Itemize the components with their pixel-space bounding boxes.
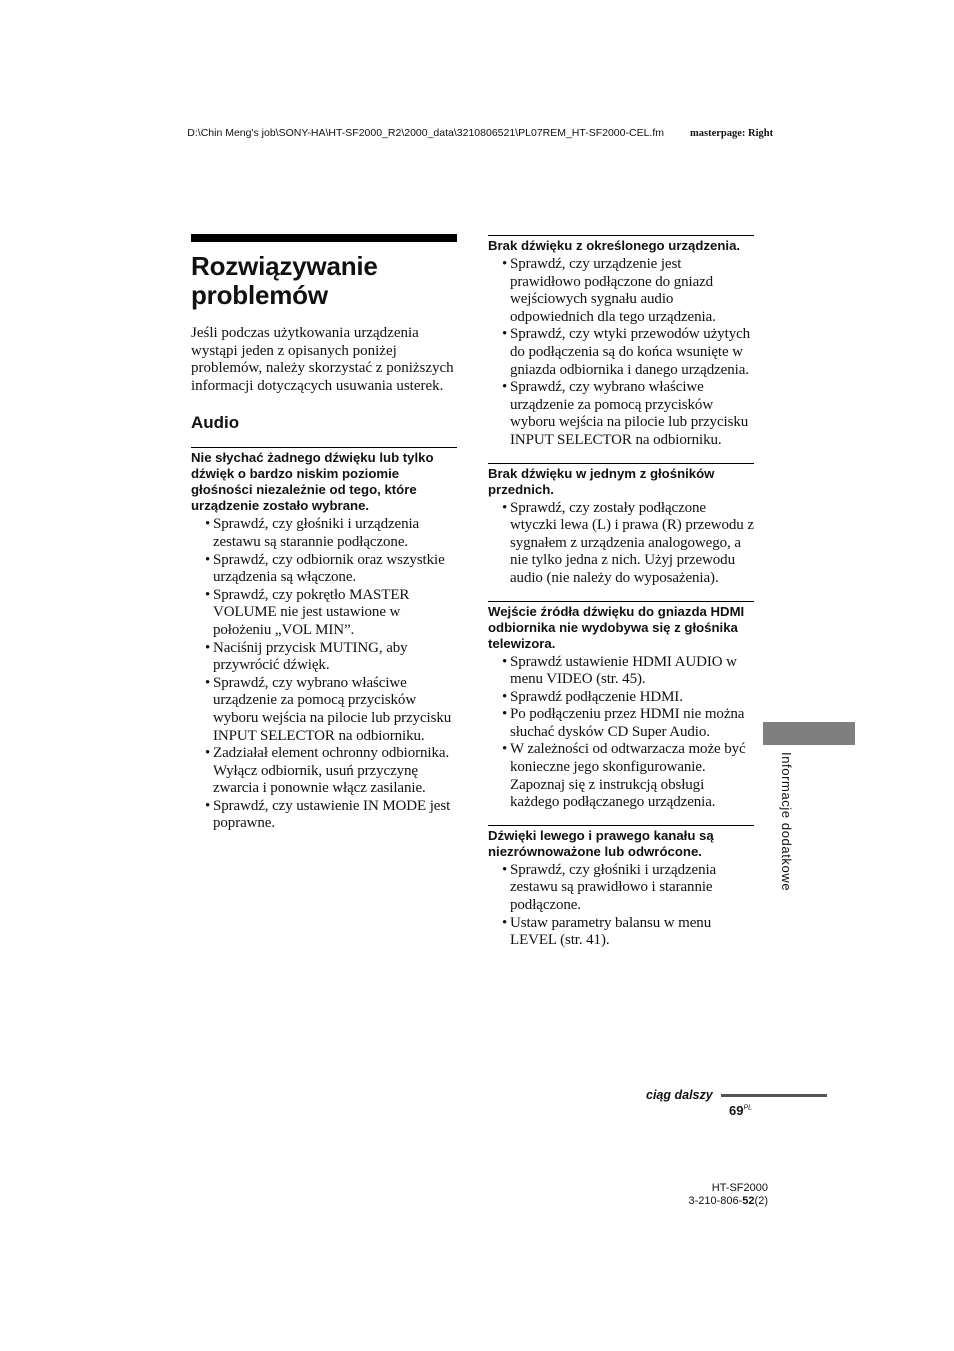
- list-item-text: Sprawdź, czy wtyki przewodów użytych do podłączenia są do końca wsunięte w gniazda odbiornika i danego urządzenia.: [510, 326, 751, 378]
- model-code-prefix: 3-210-806-: [688, 1195, 743, 1207]
- list-item: [200, 516, 457, 551]
- list-item: [497, 500, 754, 588]
- list-item-text: Sprawdź, czy odbiornik oraz wszystkie urządzenia są włączone.: [213, 551, 445, 586]
- list-item-text: Ustaw parametry balansu w menu LEVEL (str. 41).: [510, 914, 712, 949]
- list-item: [200, 640, 457, 675]
- problem-block: [488, 601, 754, 812]
- list-item: [200, 745, 457, 798]
- list-item: [200, 675, 457, 745]
- list-item: [497, 915, 754, 950]
- list-item-text: Sprawdź podłączenie HDMI.: [510, 688, 683, 705]
- continued-label: ciąg dalszy: [646, 1088, 713, 1102]
- page-number: [729, 1103, 752, 1118]
- list-item: [200, 587, 457, 640]
- bullet-icon: •: [502, 706, 508, 723]
- list-item-text: Sprawdź, czy ustawienie IN MODE jest poprawne.: [213, 797, 451, 832]
- list-item-text: Sprawdź, czy urządzenie jest prawidłowo podłączone do gniazd wejściowych sygnału audio odpowiednich dla tego urządzenia.: [510, 256, 716, 325]
- intro-paragraph: Jeśli podczas użytkowania urządzenia wystąpi jeden z opisanych poniżej problemów, należy skorzystać z poniższych informacji dotyczących usuwania usterek.: [191, 325, 454, 394]
- bullet-list: [488, 500, 754, 588]
- model-code-bold: 52: [742, 1195, 755, 1207]
- right-column: [488, 235, 754, 963]
- list-item: [497, 741, 754, 811]
- list-item: [497, 654, 754, 689]
- left-column: [191, 234, 457, 846]
- bullet-list: [488, 862, 754, 950]
- bullet-icon: •: [502, 653, 508, 670]
- file-path-header: D:\Chin Meng's job\SONY-HA\HT-SF2000_R2\2000_data\3210806521\PL07REM_HT-SF2000-CEL.fm: [187, 127, 664, 139]
- model-code-suffix: (2): [754, 1195, 768, 1207]
- bullet-icon: •: [205, 797, 211, 814]
- bullet-list: [488, 654, 754, 812]
- bullet-icon: •: [502, 379, 508, 396]
- list-item: [200, 798, 457, 833]
- bullet-list: [191, 516, 457, 833]
- list-item-text: Sprawdź, czy głośniki i urządzenia zestawu są starannie podłączone.: [213, 516, 420, 550]
- bullet-icon: •: [205, 674, 211, 691]
- bullet-icon: •: [502, 861, 508, 878]
- list-item-text: Sprawdź, czy pokrętło MASTER VOLUME nie jest ustawione w położeniu „VOL MIN”.: [213, 586, 410, 638]
- bullet-icon: •: [205, 639, 211, 656]
- bullet-icon: •: [502, 326, 508, 343]
- page-title: Rozwiązywanie problemów: [191, 251, 378, 310]
- model-info: [600, 1182, 768, 1208]
- list-item: [497, 862, 754, 915]
- problem-block: [191, 447, 457, 833]
- bullet-icon: •: [502, 914, 508, 931]
- bullet-icon: •: [205, 516, 211, 533]
- model-name: HT-SF2000: [711, 1182, 768, 1194]
- bullet-icon: •: [502, 688, 508, 705]
- bullet-icon: •: [502, 256, 508, 272]
- problem-title: Brak dźwięku w jednym z głośników przednich.: [488, 465, 715, 497]
- list-item: [497, 326, 754, 379]
- problem-title: Brak dźwięku z określonego urządzenia.: [488, 238, 741, 253]
- list-item-text: Sprawdź, czy głośniki i urządzenia zestawu są prawidłowo i starannie podłączone.: [510, 861, 717, 914]
- list-item-text: W zależności od odtwarzacza może być konieczne jego skonfigurowanie. Zapoznaj się z instrukcją obsługi każdego podłączanego urządzenia.: [510, 741, 746, 811]
- list-item-text: Zadziałał element ochronny odbiornika. Wyłącz odbiornik, usuń przyczynę zwarcia i ponownie włącz zasilanie.: [213, 745, 450, 797]
- bullet-icon: •: [205, 586, 211, 603]
- model-code: [600, 1195, 768, 1208]
- masterpage-label: masterpage: Right: [690, 128, 774, 139]
- bullet-list: [488, 256, 754, 450]
- section-heading-audio: Audio: [191, 413, 240, 433]
- list-item: [497, 379, 754, 449]
- bullet-icon: •: [205, 745, 211, 762]
- list-item-text: Sprawdź, czy wybrano właściwe urządzenie za pomocą przycisków wyboru wejścia na pilocie lub przycisku INPUT SELECTOR na odbiorniku.: [213, 674, 452, 744]
- bullet-icon: •: [502, 499, 508, 516]
- list-item-text: Naciśnij przycisk MUTING, aby przywrócić dźwięk.: [213, 639, 408, 674]
- bullet-icon: •: [205, 551, 211, 568]
- title-rule: [191, 234, 457, 242]
- problem-title: Wejście źródła dźwięku do gniazda HDMI odbiornika nie wydobywa się z głośnika telewizora.: [488, 603, 745, 651]
- bullet-icon: •: [502, 741, 508, 758]
- problem-title: Dźwięki lewego i prawego kanału są niezrównoważone lub odwrócone.: [488, 827, 714, 859]
- list-item-text: Sprawdź, czy wybrano właściwe urządzenie za pomocą przycisków wyboru wejścia na pilocie lub przycisku INPUT SELECTOR na odbiorniku.: [510, 379, 749, 448]
- list-item: [200, 552, 457, 587]
- list-item: [497, 689, 754, 707]
- problem-block: [488, 825, 754, 950]
- page-language-suffix: PL: [743, 1104, 753, 1112]
- problem-block: [488, 463, 754, 588]
- page-number-value: 69: [729, 1103, 744, 1118]
- list-item-text: Sprawdź, czy zostały podłączone wtyczki lewa (L) i prawa (R) przewodu z sygnałem z urządzenia analogowego, a nie tylko jedna z nich. Użyj przewodu audio (nie należy do wyposażenia).: [510, 499, 754, 586]
- problem-title: Nie słychać żadnego dźwięku lub tylko dźwięk o bardzo niskim poziomie głośności niezależnie od tego, które urządzenie zostało wybrane.: [191, 450, 434, 514]
- list-item: [497, 706, 754, 741]
- section-tab-marker: [763, 722, 855, 745]
- list-item-text: Po podłączeniu przez HDMI nie można słuchać dysków CD Super Audio.: [510, 706, 745, 740]
- list-item: [497, 256, 754, 326]
- list-item-text: Sprawdź ustawienie HDMI AUDIO w menu VIDEO (str. 45).: [510, 653, 737, 688]
- continued-rule: [721, 1094, 827, 1097]
- problem-block: [488, 235, 754, 450]
- side-section-label: Informacje dodatkowe: [779, 752, 794, 892]
